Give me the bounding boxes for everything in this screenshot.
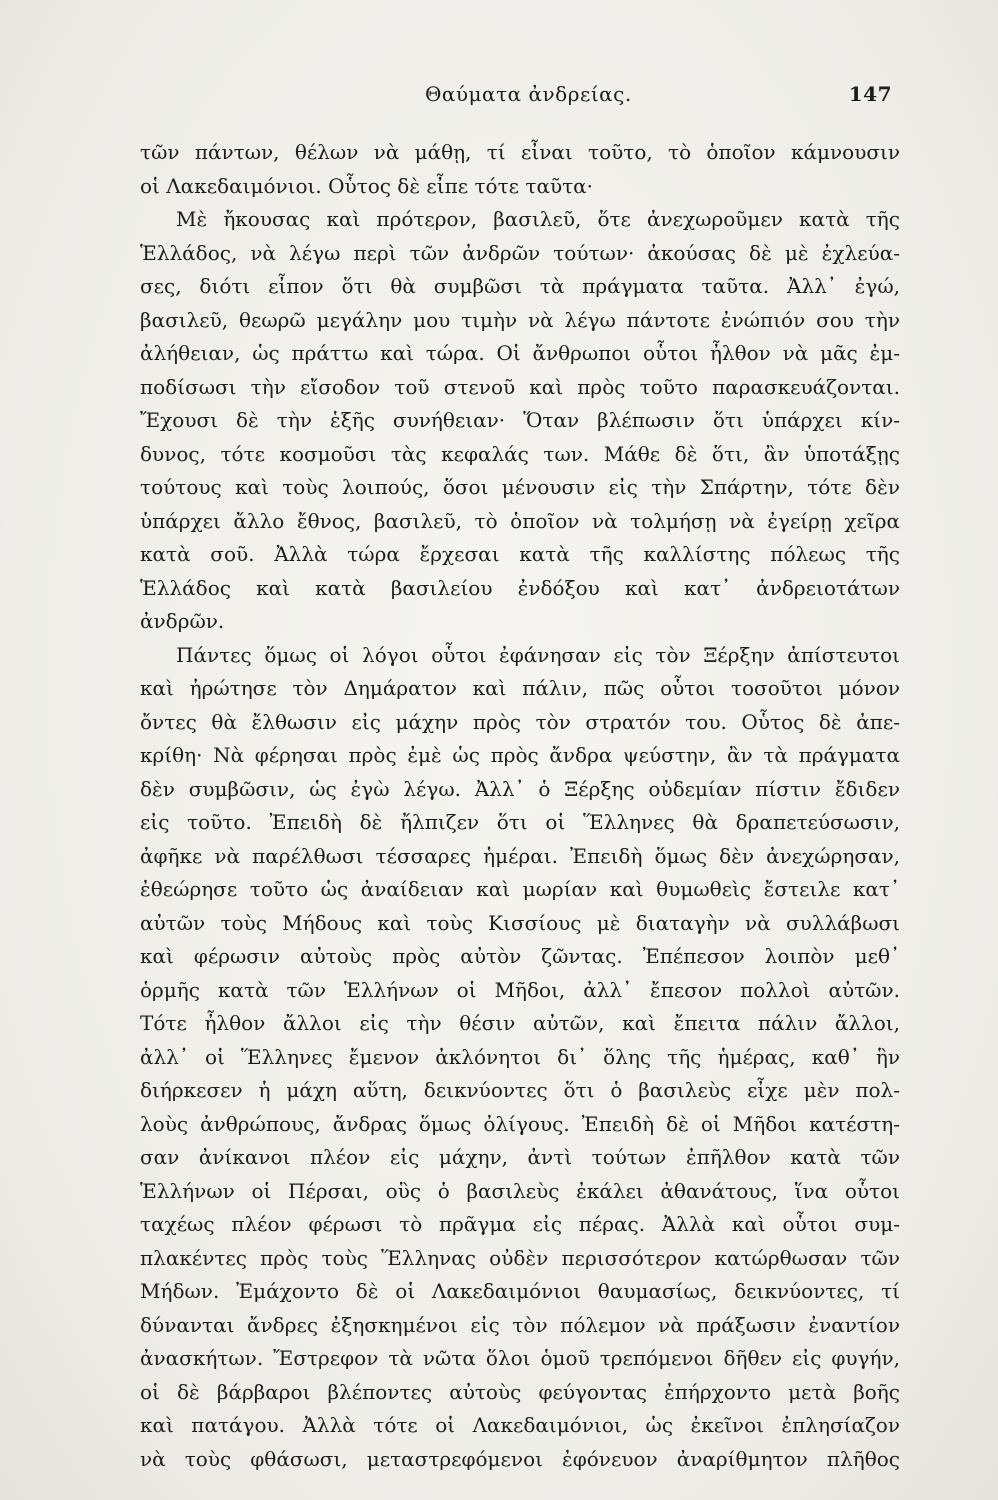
text-line: διήρκεσεν ἡ μάχη αὕτη, δεικνύοντες ὅτι ὁ βασιλεὺς εἶχε μὲν πολ- [140,1078,900,1102]
running-header [140,82,900,112]
text-line: Μὲ ἤκουσας καὶ πρότερον, βασιλεῦ, ὅτε ἀνεχωροῦμεν κατὰ τῆς [176,207,900,231]
text-line: κατὰ σοῦ. Ἀλλὰ τώρα ἔρχεσαι κατὰ τῆς καλλίστης πόλεως τῆς [140,542,900,566]
text-line: βασιλεῦ, θεωρῶ μεγάλην μου τιμὴν νὰ λέγω πάντοτε ἐνώπιόν σου τὴν [140,307,900,332]
text-line: κρίθη· Νὰ φέρησαι πρὸς ἐμὲ ὡς πρὸς ἄνδρα ψεύστην, ἂν τὰ πράγματα [140,743,900,767]
page-number: 147 [848,82,892,106]
text-line: ἀνδρῶν. [140,609,225,633]
text-line: ἐθεώρησε τοῦτο ὡς ἀναίδειαν καὶ μωρίαν καὶ θυμωθεὶς ἔστειλε κατ᾽ [140,877,900,901]
text-line: Τότε ἦλθον ἄλλοι εἰς τὴν θέσιν αὐτῶν, καὶ ἔπειτα πάλιν ἄλλοι, [140,1011,900,1035]
text-line: οἱ Λακεδαιμόνιοι. Οὗτος δὲ εἶπε τότε ταῦτα· [140,173,594,198]
text-line: ἀνασκήτων. Ἔστρεφον τὰ νῶτα ὅλοι ὁμοῦ τρεπόμενοι δῆθεν εἰς φυγήν, [140,1346,900,1370]
text-line: ποδίσωσι τὴν εἴσοδον τοῦ στενοῦ καὶ πρὸς τοῦτο παρασκευάζονται. [140,374,900,399]
text-line: δυνος, τότε κοσμοῦσι τὰς κεφαλάς των. Μάθε δὲ ὅτι, ἂν ὑποτάξῃς [140,441,900,466]
text-line: πλακέντες πρὸς τοὺς Ἕλληνας οὐδὲν περισσότερον κατώρθωσαν τῶν [140,1245,900,1270]
text-line: ὑπάρχει ἄλλο ἔθνος, βασιλεῦ, τὸ ὁποῖον νὰ τολμήσῃ νὰ ἐγείρῃ χεῖρα [140,508,900,533]
text-line: τούτους καὶ τοὺς λοιπούς, ὅσοι μένουσιν εἰς τὴν Σπάρτην, τότε δὲν [140,475,900,499]
text-line: Πάντες ὅμως οἱ λόγοι οὗτοι ἐφάνησαν εἰς τὸν Ξέρξην ἀπίστευτοι [176,642,900,667]
text-line: σαν ἀνίκανοι πλέον εἰς μάχην, ἀντὶ τούτων ἐπῆλθον κατὰ τῶν [140,1145,900,1169]
body-text [140,136,900,1476]
text-line: ἀλλ᾽ οἱ Ἕλληνες ἔμενον ἀκλόνητοι δι᾽ ὅλης τῆς ἡμέρας, καθ᾽ ἣν [140,1044,900,1069]
text-line: Ἑλλάδος, νὰ λέγω περὶ τῶν ἀνδρῶν τούτων· ἀκούσας δὲ μὲ ἐχλεύα- [140,240,900,265]
text-line: δὲν συμβῶσιν, ὡς ἐγὼ λέγω. Ἀλλ᾽ ὁ Ξέρξης οὐδεμίαν πίστιν ἔδιδεν [140,776,900,801]
text-line: καὶ πατάγου. Ἀλλὰ τότε οἱ Λακεδαιμόνιοι, ὡς ἐκεῖνοι ἐπλησίαζον [140,1413,900,1437]
text-line: εἰς τοῦτο. Ἐπειδὴ δὲ ἤλπιζεν ὅτι οἱ Ἕλληνες θὰ δραπετεύσωσιν, [140,810,900,834]
text-line: νὰ τοὺς φθάσωσι, μεταστρεφόμενοι ἐφόνευον ἀναρίθμητον πλῆθος [140,1446,900,1471]
text-line: δύνανται ἄνδρες ἐξησκημένοι εἰς τὸν πόλεμον νὰ πράξωσιν ἐναντίον [140,1312,900,1337]
text-line: ὁρμῆς κατὰ τῶν Ἑλλήνων οἱ Μῆδοι, ἀλλ᾽ ἔπεσον πολλοὶ αὐτῶν. [140,977,900,1002]
text-line: ταχέως πλέον φέρωσι τὸ πρᾶγμα εἰς πέρας. Ἀλλὰ καὶ οὗτοι συμ- [140,1212,900,1236]
text-line: καὶ φέρωσιν αὐτοὺς πρὸς αὐτὸν ζῶντας. Ἐπέπεσον λοιπὸν μεθ᾽ [140,944,900,968]
text-line: καὶ ἠρώτησε τὸν Δημάρατον καὶ πάλιν, πῶς οὗτοι τοσοῦτοι μόνον [140,676,900,700]
text-line: σες, διότι εἶπον ὅτι θὰ συμβῶσι τὰ πράγματα ταῦτα. Ἀλλ᾽ ἐγώ, [140,274,900,298]
text-line: ἀφῆκε νὰ παρέλθωσι τέσσαρες ἡμέραι. Ἐπειδὴ ὅμως δὲν ἀνεχώρησαν, [140,843,900,868]
running-title: Θαύματα ἀνδρείας. [425,82,632,106]
text-line: αὐτῶν τοὺς Μήδους καὶ τοὺς Κισσίους μὲ διαταγὴν νὰ συλλάβωσι [140,910,900,935]
text-line: τῶν πάντων, θέλων νὰ μάθῃ, τί εἶναι τοῦτο, τὸ ὁποῖον κάμνουσιν [140,140,900,164]
text-line: ἀλήθειαν, ὡς πράττω καὶ τώρα. Οἱ ἄνθρωποι οὗτοι ἦλθον νὰ μᾶς ἐμ- [140,341,900,365]
text-line: Μήδων. Ἐμάχοντο δὲ οἱ Λακεδαιμόνιοι θαυμασίως, δεικνύοντες, τί [140,1279,900,1303]
text-line: οἱ δὲ βάρβαροι βλέποντες αὐτοὺς φεύγοντας ἐπήρχοντο μετὰ βοῆς [140,1379,900,1404]
text-line: Ἔχουσι δὲ τὴν ἑξῆς συνήθειαν· Ὅταν βλέπωσιν ὅτι ὑπάρχει κίν- [140,408,900,432]
text-line: ὄντες θὰ ἔλθωσιν εἰς μάχην πρὸς τὸν στρατόν του. Οὗτος δὲ ἀπε- [140,709,900,734]
text-line: Ἑλλάδος καὶ κατὰ βασιλείου ἐνδόξου καὶ κατ᾽ ἀνδρειοτάτων [140,575,900,600]
text-line: λοὺς ἀνθρώπους, ἄνδρας ὅμως ὀλίγους. Ἐπειδὴ δὲ οἱ Μῆδοι κατέστη- [140,1111,900,1136]
text-line: Ἑλλήνων οἱ Πέρσαι, οὓς ὁ βασιλεὺς ἐκάλει ἀθανάτους, ἵνα οὗτοι [140,1178,900,1203]
